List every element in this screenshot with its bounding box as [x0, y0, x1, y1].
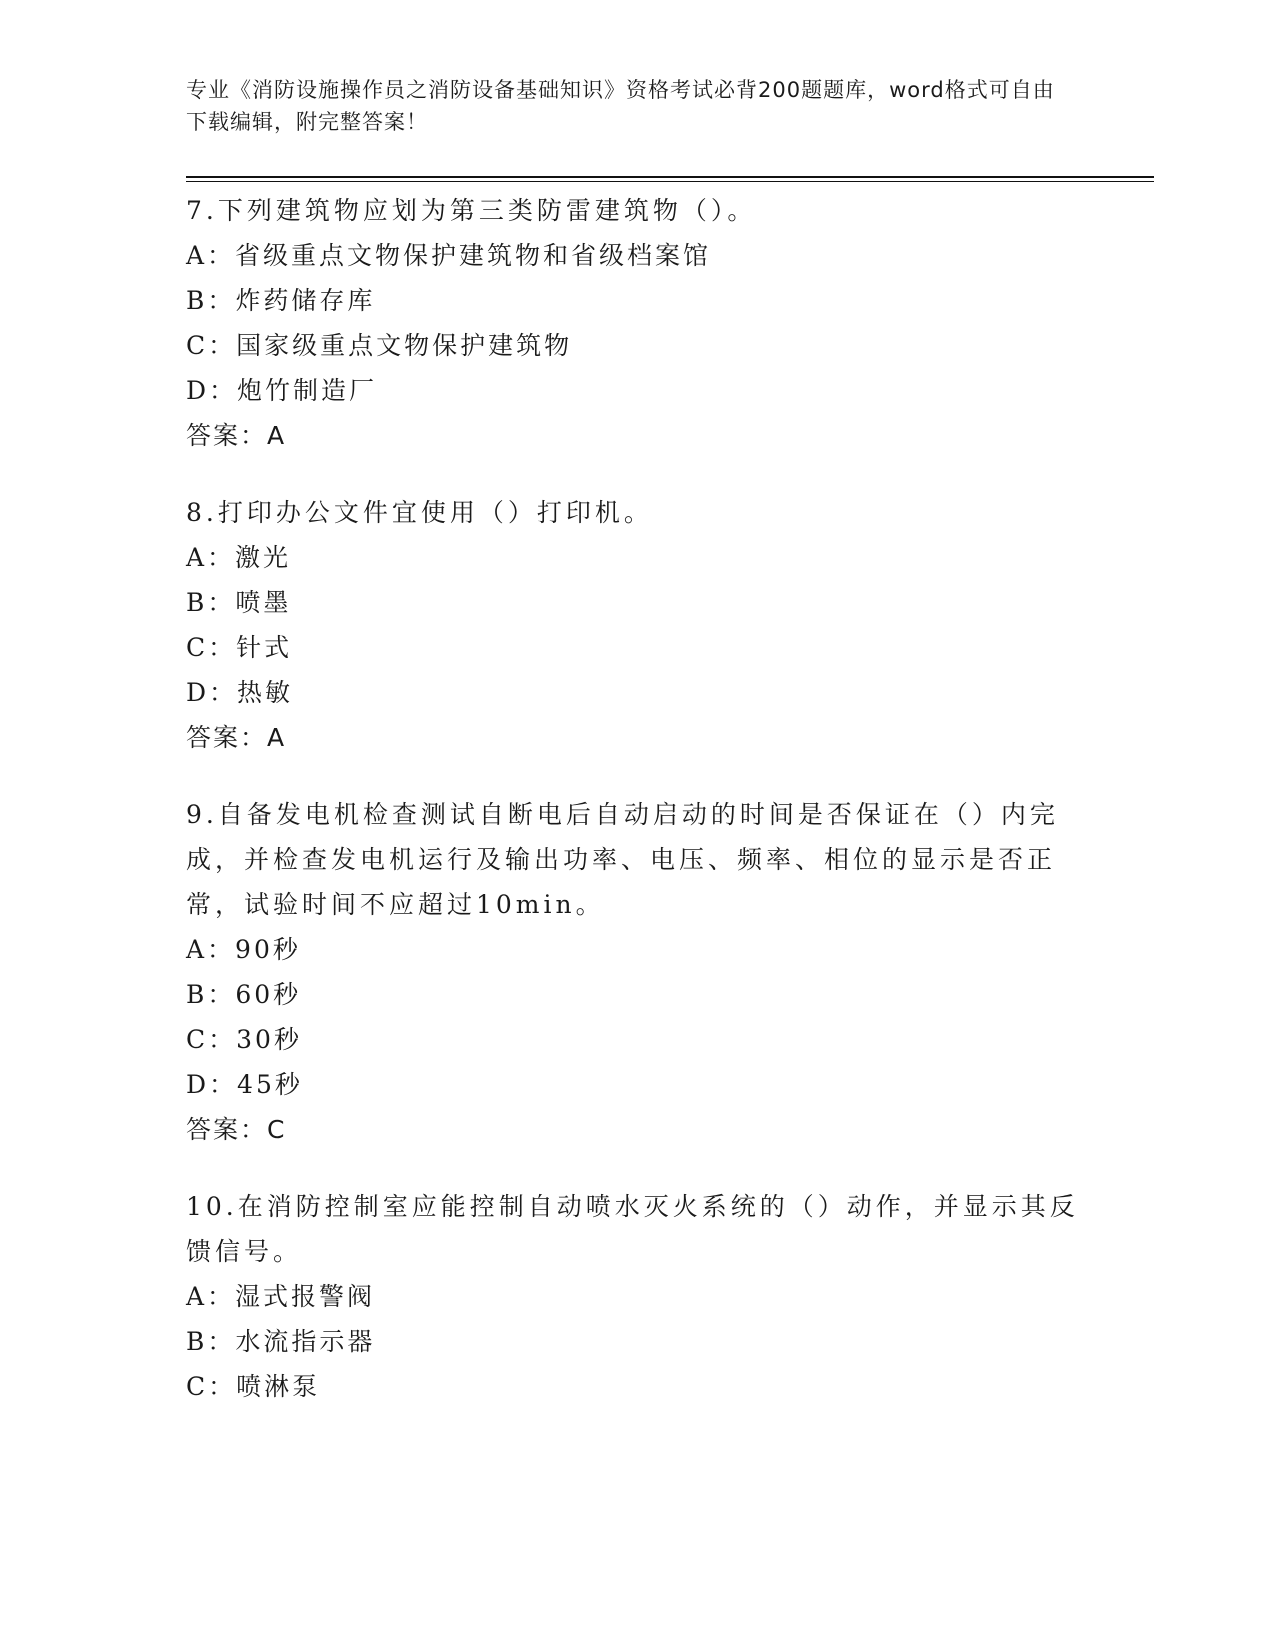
header-divider-thick [186, 176, 1154, 178]
option-b: B：水流指示器 [186, 1327, 376, 1356]
question-item [186, 490, 1086, 760]
option-d: D：45秒 [186, 1070, 303, 1099]
option-a: A：90秒 [186, 935, 301, 964]
question-stem: 8.打印办公文件宜使用（）打印机。 [186, 498, 653, 527]
answer-text: 答案：A [186, 723, 287, 752]
option-a: A：湿式报警阀 [186, 1282, 376, 1311]
option-b: B：炸药储存库 [186, 286, 376, 315]
question-stem: 9.自备发电机检查测试自断电后自动启动的时间是否保证在（）内完成，并检查发电机运行及输出功率、电压、频率、相位的显示是否正常，试验时间不应超过10min。 [186, 800, 1059, 919]
question-stem: 10.在消防控制室应能控制自动喷水灭火系统的（）动作，并显示其反馈信号。 [186, 1192, 1079, 1266]
question-item [186, 792, 1086, 1152]
question-item [186, 1184, 1086, 1409]
document-header: 专业《消防设施操作员之消防设备基础知识》资格考试必背200题题库，word格式可自由下载编辑，附完整答案！ [186, 78, 1055, 134]
option-d: D：热敏 [186, 678, 294, 707]
answer-text: 答案：C [186, 1115, 287, 1144]
answer-text: 答案：A [186, 421, 287, 450]
option-d: D：炮竹制造厂 [186, 376, 378, 405]
option-a: A：激光 [186, 543, 292, 572]
question-item [186, 188, 1086, 458]
question-stem: 7.下列建筑物应划为第三类防雷建筑物（）。 [186, 196, 757, 225]
option-b: B：60秒 [186, 980, 302, 1009]
header-divider-thin [186, 181, 1154, 182]
option-c: C：国家级重点文物保护建筑物 [186, 331, 573, 360]
option-c: C：喷淋泵 [186, 1372, 321, 1401]
option-b: B：喷墨 [186, 588, 292, 617]
question-list [186, 188, 1086, 1441]
option-c: C：30秒 [186, 1025, 302, 1054]
option-a: A：省级重点文物保护建筑物和省级档案馆 [186, 241, 712, 270]
option-c: C：针式 [186, 633, 293, 662]
